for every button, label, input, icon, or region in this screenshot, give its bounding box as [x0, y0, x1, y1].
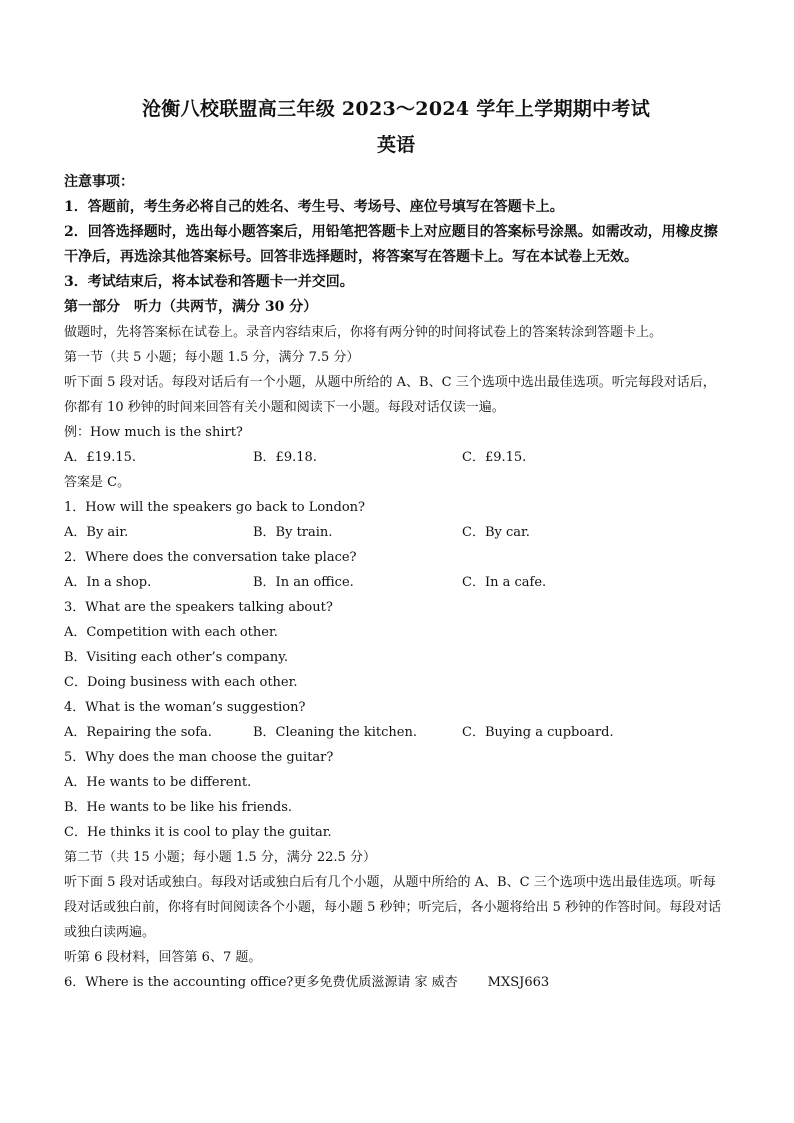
- question-3: 3．What are the speakers talking about?: [64, 600, 333, 615]
- section2-heading: 第二节（共 15 小题；每小题 1.5 分，满分 22.5 分）: [64, 850, 376, 865]
- section2-instructions: 听下面 5 段对话或独白。每段对话或独白后有几个小题，从题中所给的 A、B、C 三个选项中选出最佳选项。听每段对话或独白前，你将有时间阅读各个小题，每小题 5 秒钟；听完后，各小题将给出 5 秒钟的作答时间。每段对话或独白读两遍。: [64, 875, 722, 940]
- option-c: C．In a cafe.: [462, 575, 547, 590]
- example-question: 例：How much is the shirt?: [64, 425, 243, 440]
- option-a: A．He wants to be different.: [64, 775, 252, 790]
- part1-heading: 第一部分 听力（共两节，满分 30 分）: [64, 299, 318, 315]
- question-2: 2．Where does the conversation take place?: [64, 550, 357, 565]
- option-b: B．Cleaning the kitchen.: [253, 725, 417, 740]
- option-c: C．He thinks it is cool to play the guitar.: [64, 825, 332, 840]
- example-answer: 答案是 C。: [64, 475, 131, 490]
- option-a: A．Repairing the sofa.: [64, 725, 212, 740]
- option-a: A．Competition with each other.: [64, 625, 278, 640]
- option-c: C．Doing business with each other.: [64, 675, 298, 690]
- notice-item-3: 3．考试结束后，将本试卷和答题卡一并交回。: [64, 274, 354, 290]
- option-c: C．By car.: [462, 525, 530, 540]
- watermark-text: 更多免费优质滋源请 家 威杏: [293, 975, 458, 990]
- question-6-text: 6．Where is the accounting office?: [64, 975, 294, 990]
- question-1: 1．How will the speakers go back to London?: [64, 500, 366, 515]
- option-b: B．£9.18.: [253, 450, 317, 465]
- option-c: C．Buying a cupboard.: [462, 725, 614, 740]
- material-6-intro: 听第 6 段材料，回答第 6、7 题。: [64, 950, 262, 965]
- option-a: A．By air.: [64, 525, 129, 540]
- option-c: C．£9.15.: [462, 450, 527, 465]
- notice-item-1: 1．答题前，考生务必将自己的姓名、考生号、考场号、座位号填写在答题卡上。: [64, 199, 564, 215]
- exam-title: 沧衡八校联盟高三年级 2023～2024 学年上学期期中考试: [142, 98, 650, 120]
- option-b: B．He wants to be like his friends.: [64, 800, 293, 815]
- watermark-code: MXSJ663: [487, 975, 550, 990]
- example-options: [64, 445, 728, 470]
- question-1-options: [64, 520, 728, 545]
- question-6: [64, 970, 728, 995]
- option-b: B．In an office.: [253, 575, 354, 590]
- section1-instructions: 听下面 5 段对话。每段对话后有一个小题，从题中所给的 A、B、C 三个选项中选出最佳选项。听完每段对话后，你都有 10 秒钟的时间来回答有关小题和阅读下一小题。每段对话仅读一遍。: [64, 375, 716, 415]
- option-b: B．Visiting each other’s company.: [64, 650, 289, 665]
- section1-heading: 第一节（共 5 小题；每小题 1.5 分，满分 7.5 分）: [64, 350, 360, 365]
- question-5: 5．Why does the man choose the guitar?: [64, 750, 334, 765]
- option-a: A．In a shop.: [64, 575, 152, 590]
- part1-intro: 做题时，先将答案标在试卷上。录音内容结束后，你将有两分钟的时间将试卷上的答案转涂到答题卡上。: [64, 325, 663, 340]
- question-4-options: [64, 720, 728, 745]
- subject-title: 英语: [376, 134, 415, 156]
- question-2-options: [64, 570, 728, 595]
- option-b: B．By train.: [253, 525, 333, 540]
- question-4: 4．What is the woman’s suggestion?: [64, 700, 306, 715]
- notice-heading: 注意事项：: [64, 174, 134, 190]
- option-a: A．£19.15.: [64, 450, 137, 465]
- notice-item-2: 2．回答选择题时，选出每小题答案后，用铅笔把答题卡上对应题目的答案标号涂黑。如需改动，用橡皮擦干净后，再选涂其他答案标号。回答非选择题时，将答案写在答题卡上。写在本试卷上无效。: [64, 224, 718, 265]
